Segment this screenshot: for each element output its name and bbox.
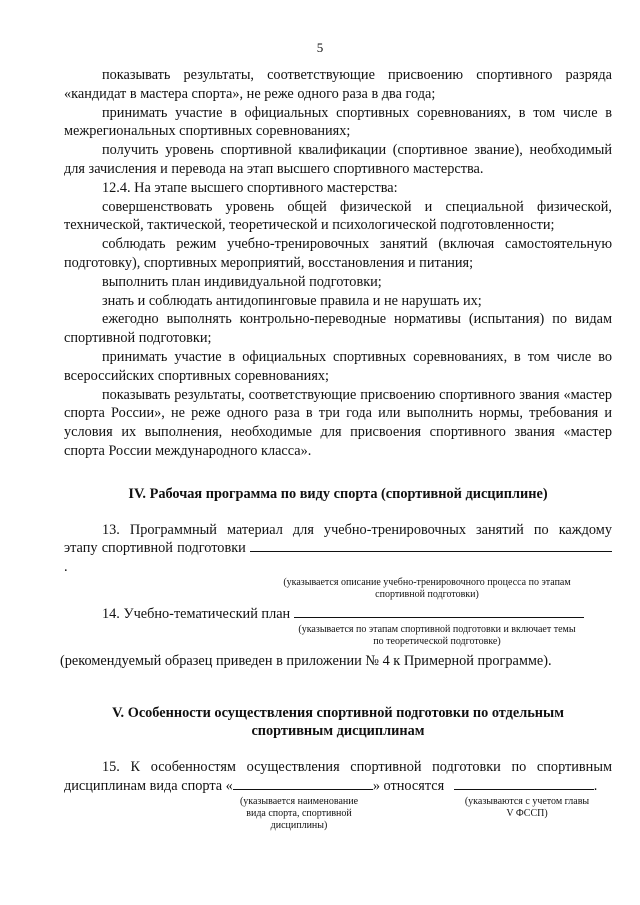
paragraph-13-text: этапу спортивной подготовки [64, 540, 246, 557]
paragraph: ежегодно выполнять контрольно-переводные нормативы (испытания) по видам спортивной подготовки; [64, 311, 612, 347]
paragraph-15-text: дисциплинам вида спорта « [64, 777, 233, 794]
note-line: (указывается описание учебно-тренировочного процесса по этапам [283, 576, 571, 588]
fill-in-line-features [454, 777, 594, 790]
paragraph: знать и соблюдать антидопинговые правила и не нарушать их; [102, 292, 482, 309]
paragraph-15-line1: 15. К особенностям осуществления спортивной подготовки по спортивным [102, 759, 612, 776]
paragraph: принимать участие в официальных спортивных соревнованиях, в том числе во всероссийских спортивных соревнованиях; [64, 348, 612, 384]
paragraph: показывать результаты, соответствующие присвоению спортивного разряда «кандидат в мастера спорта», не реже одного раза в два года; [64, 67, 612, 102]
paragraph-15-text: » относятся [372, 777, 445, 794]
paragraph-14-text: 14. Учебно-тематический план [102, 605, 291, 622]
note-15-features [452, 796, 602, 820]
section-heading-v [64, 704, 612, 742]
fill-in-line-sport [233, 777, 373, 790]
paragraph: совершенствовать уровень общей физической и специальной физической, технической, тактической, теоретической и психологической подготовленности; [64, 198, 612, 234]
heading-line: спортивным дисциплинам [251, 723, 425, 740]
notes-15 [64, 796, 612, 836]
fill-in-line [250, 539, 612, 552]
paragraph: получить уровень спортивной квалификации (спортивное звание), необходимый для зачисления и перевода на этап высшего спортивного мастерства. [64, 142, 612, 177]
paragraph-14 [64, 605, 612, 624]
paragraph: 12.4. На этапе высшего спортивного мастерства: [102, 179, 398, 196]
paragraph-15-period: . [593, 777, 598, 794]
paragraph-15-line2 [64, 777, 612, 796]
paragraph: показывать результаты, соответствующие присвоению спортивного звания «мастер спорта России», не реже одного раза в три года или выполнить нормы, требования и условия их выполнения, необходимые для присвоения спортивного звания «мастер спорта России международного класса». [64, 386, 612, 459]
page-number: 5 [316, 40, 324, 55]
paragraph-13-line2 [64, 539, 612, 577]
document-body [60, 66, 612, 836]
paragraph-13-line1: 13. Программный материал для учебно-тренировочных занятий по каждому [102, 521, 612, 538]
paragraph-14-continuation: (рекомендуемый образец приведен в приложении № 4 к Примерной программе). [60, 652, 552, 669]
note-13 [252, 577, 602, 601]
paragraph: выполнить план индивидуальной подготовки; [102, 273, 382, 290]
note-line: дисциплины) [270, 819, 328, 831]
note-line: вида спорта, спортивной [246, 807, 352, 819]
paragraph-13-period: . [64, 559, 68, 576]
section-heading-iv: IV. Рабочая программа по виду спорта (спортивной дисциплине) [128, 485, 548, 502]
paragraph: принимать участие в официальных спортивных соревнованиях, в том числе в межрегиональных спортивных соревнованиях; [64, 104, 612, 140]
note-line: (указывается по этапам спортивной подготовки и включает темы [298, 623, 576, 635]
paragraph: соблюдать режим учебно-тренировочных занятий (включая самостоятельную подготовку), спортивных мероприятий, восстановления и питания; [64, 236, 612, 271]
note-line: (указывается наименование [239, 795, 359, 807]
note-line: спортивной подготовки) [375, 588, 479, 600]
note-line: по теоретической подготовке) [373, 635, 501, 647]
note-15-sport [224, 796, 374, 832]
note-14 [272, 624, 602, 648]
note-line: (указываются с учетом главы [464, 795, 590, 807]
heading-line: V. Особенности осуществления спортивной подготовки по отдельным [112, 704, 564, 721]
fill-in-line [294, 605, 584, 618]
note-line: V ФССП) [506, 807, 548, 819]
